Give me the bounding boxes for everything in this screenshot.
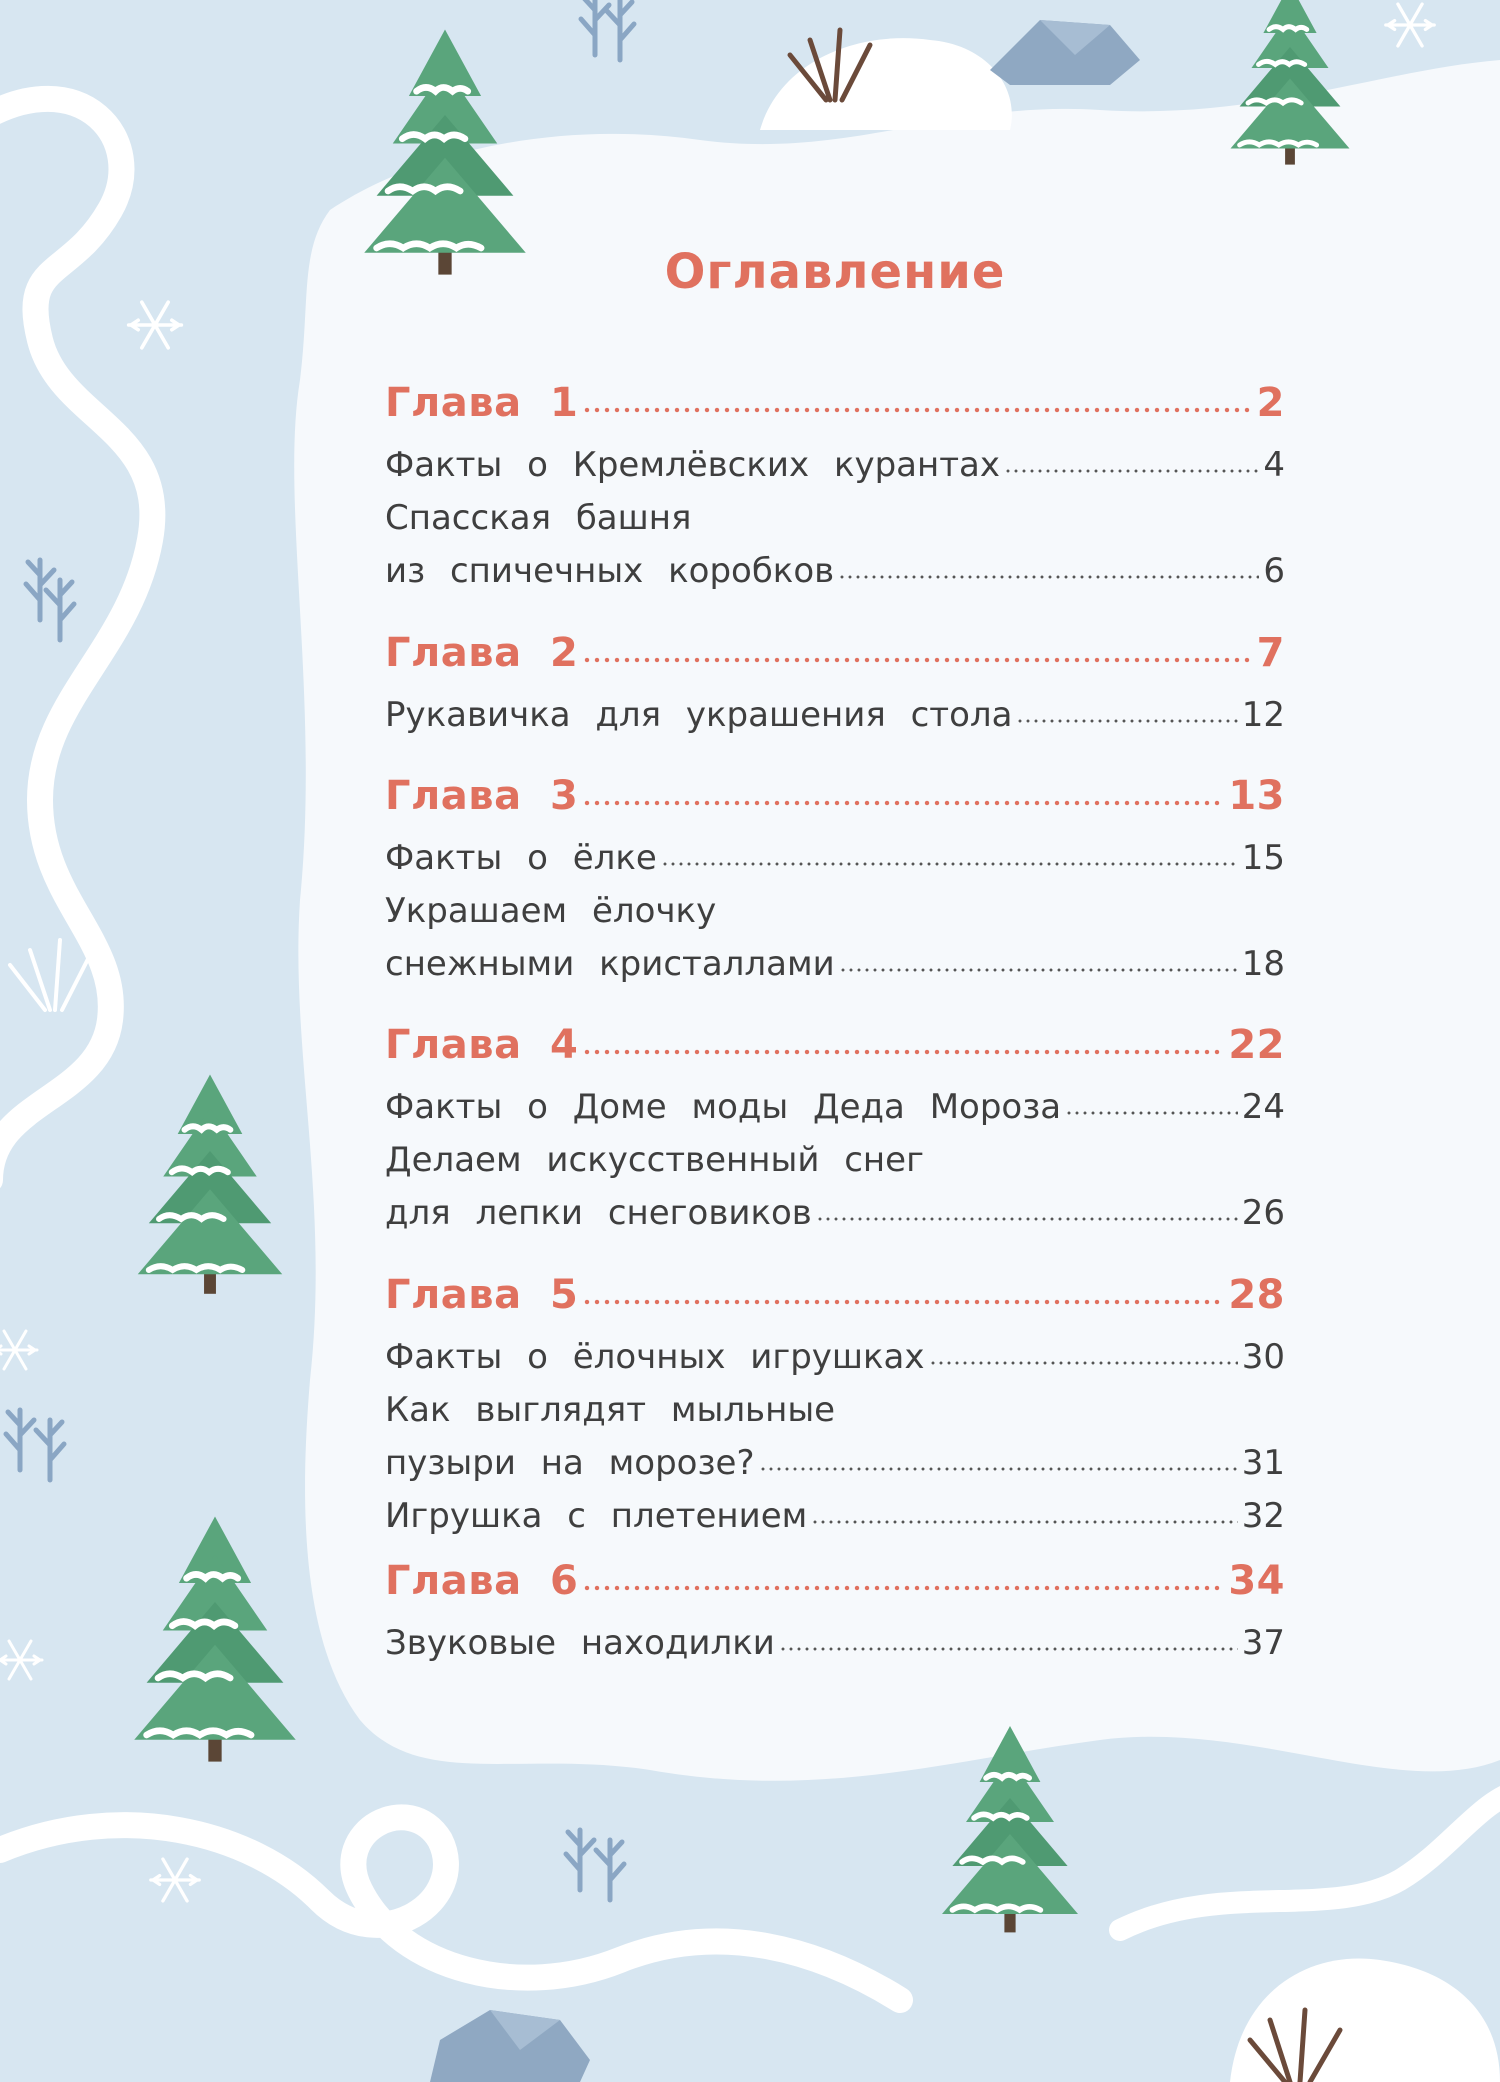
toc-entry[interactable] [385,430,1285,486]
chapter-label: Глава 3 [385,773,579,819]
dot-leader [838,573,1259,581]
entry-title: Факты о Доме моды Деда Мороза [385,1086,1062,1127]
entry-title: из спичечных коробков [385,550,835,591]
page-number: 6 [1263,550,1285,591]
entry-title-line1: Украшаем ёлочку [385,890,717,931]
toc-entry-line1[interactable] [385,876,1285,932]
dot-leader [1065,1109,1238,1117]
dot-leader [811,1518,1237,1526]
page-number: 37 [1241,1622,1285,1663]
dot-leader [661,860,1238,868]
chapter-label: Глава 6 [385,1558,579,1604]
entry-title: пузыри на морозе? [385,1442,755,1483]
entry-title: Игрушка с плетением [385,1495,808,1536]
toc-chapter-3[interactable] [385,765,1285,821]
entry-title-line1: Делаем искусственный снег [385,1139,924,1180]
page-number: 28 [1228,1272,1285,1318]
page-number: 15 [1241,837,1285,878]
dot-leader [582,1047,1224,1057]
toc-entry[interactable] [385,536,1285,592]
toc-chapter-2[interactable] [385,622,1285,678]
page-number: 2 [1256,380,1285,426]
dot-leader [759,1465,1238,1473]
dot-leader [1016,717,1237,725]
dot-leader [929,1359,1238,1367]
dot-leader [582,798,1224,808]
page-number: 13 [1228,773,1285,819]
dot-leader [839,966,1238,974]
dot-leader [582,405,1252,415]
chapter-label: Глава 5 [385,1272,579,1318]
toc-chapter-5[interactable] [385,1264,1285,1320]
chapter-label: Глава 4 [385,1022,579,1068]
toc-entry[interactable] [385,823,1285,879]
dot-leader [1004,467,1259,475]
table-of-contents [385,0,1285,2082]
toc-entry[interactable] [385,1428,1285,1484]
toc-entry[interactable] [385,929,1285,985]
dot-leader [779,1645,1238,1653]
dot-leader [582,1297,1224,1307]
page-number: 4 [1263,444,1285,485]
chapter-label: Глава 2 [385,630,579,676]
entry-title: Звуковые находилки [385,1622,775,1663]
toc-entry[interactable] [385,1608,1285,1664]
page-title: Оглавление [664,244,1006,300]
entry-title: Рукавичка для украшения стола [385,694,1013,735]
dot-leader [582,1583,1224,1593]
toc-entry[interactable] [385,1481,1285,1537]
page-number: 31 [1241,1442,1285,1483]
page-number: 22 [1228,1022,1285,1068]
page-number: 32 [1241,1495,1285,1536]
toc-entry[interactable] [385,1178,1285,1234]
entry-title: снежными кристаллами [385,943,835,984]
page-number: 12 [1241,694,1285,735]
dot-leader [816,1215,1238,1223]
toc-entry-line1[interactable] [385,1125,1285,1181]
toc-entry-line1[interactable] [385,483,1285,539]
entry-title-line1: Как выглядят мыльные [385,1389,836,1430]
entry-title: для лепки снеговиков [385,1192,812,1233]
chapter-label: Глава 1 [385,380,579,426]
page-number: 7 [1256,630,1285,676]
page-number: 34 [1228,1558,1285,1604]
toc-chapter-1[interactable] [385,372,1285,428]
toc-entry-line1[interactable] [385,1375,1285,1431]
page-number: 30 [1241,1336,1285,1377]
entry-title: Факты о Кремлёвских курантах [385,444,1001,485]
page-number: 18 [1241,943,1285,984]
toc-chapter-4[interactable] [385,1014,1285,1070]
dot-leader [582,655,1252,665]
toc-entry[interactable] [385,1322,1285,1378]
entry-title: Факты о ёлке [385,837,657,878]
entry-title-line1: Спасская башня [385,497,692,538]
page-number: 24 [1241,1086,1285,1127]
toc-entry[interactable] [385,680,1285,736]
toc-entry[interactable] [385,1072,1285,1128]
entry-title: Факты о ёлочных игрушках [385,1336,925,1377]
toc-chapter-6[interactable] [385,1550,1285,1606]
page-number: 26 [1241,1192,1285,1233]
